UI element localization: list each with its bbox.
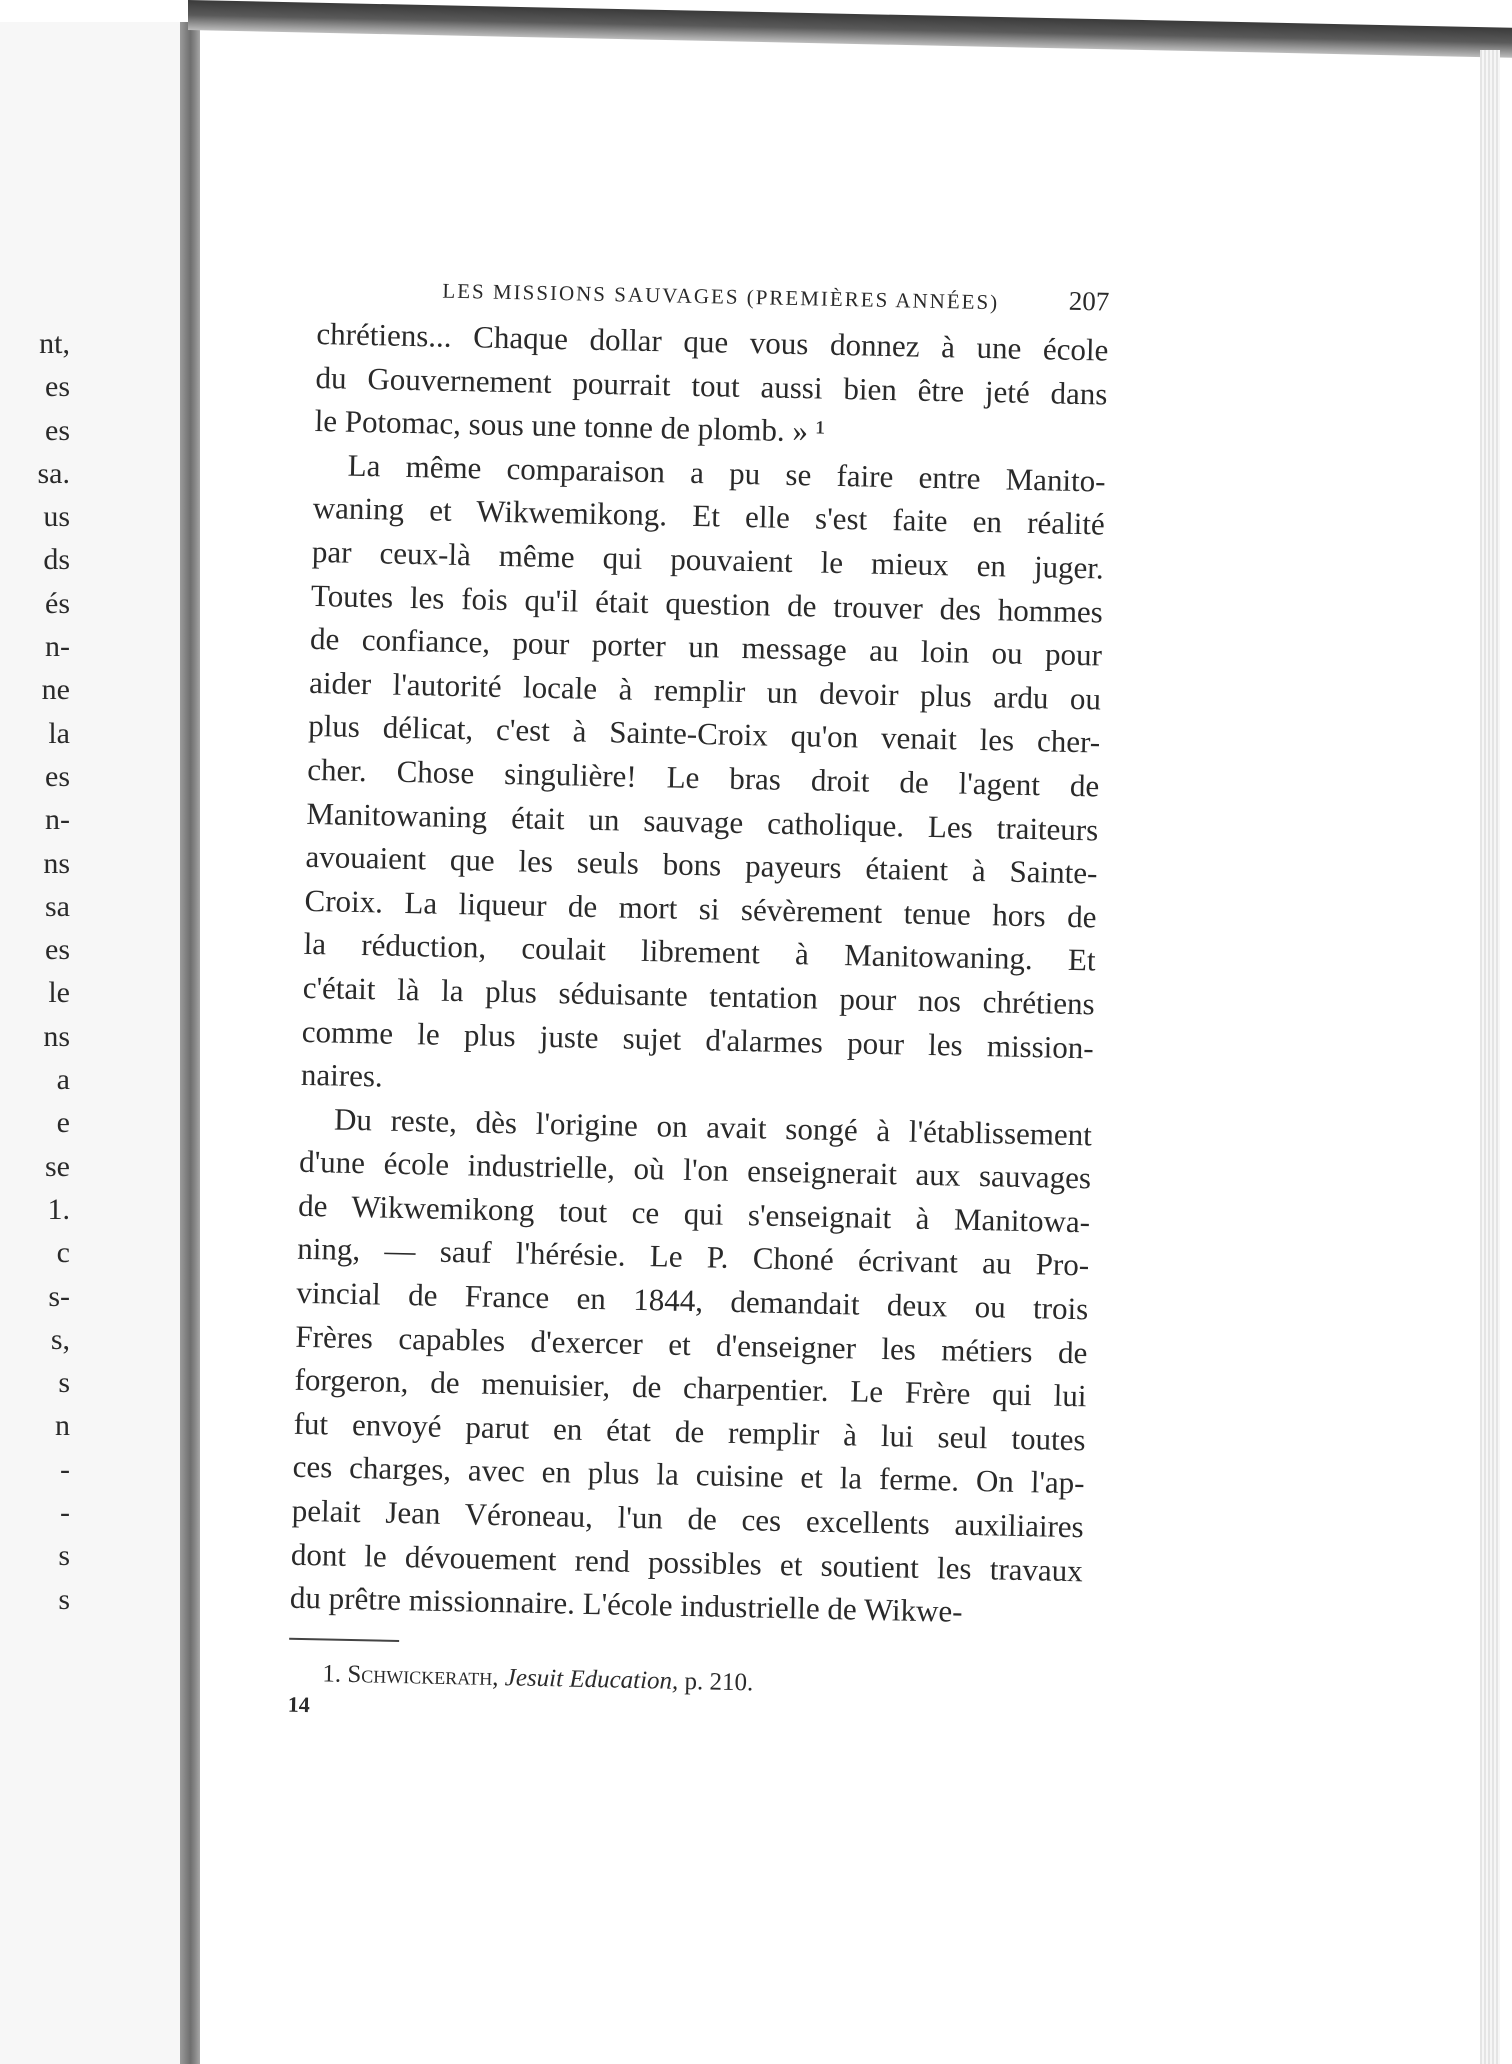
- text-line: de confiance, pour porter un message au loin ou pour: [309, 621, 1103, 673]
- text-line: Du reste, dès l'origine on avait songé à l'établissement: [333, 1101, 1093, 1153]
- text-line: du Gouvernement pourrait tout aussi bien être jeté dans: [315, 359, 1108, 412]
- text-line: dont le dévouement rend possibles et soutient les travaux: [290, 1536, 1084, 1588]
- left-fragment: es: [45, 933, 70, 967]
- left-fragment: ne: [41, 673, 70, 707]
- text-line: avouaient que les seuls bons payeurs étaient à Sainte-: [305, 838, 1098, 891]
- left-fragment: n: [55, 1409, 70, 1443]
- left-page: [0, 22, 188, 2064]
- text-line: La même comparaison a pu se faire entre Manito-: [347, 447, 1106, 499]
- text-line: par ceux-là même qui pouvaient le mieux en juger.: [311, 533, 1105, 586]
- text-line: ning, — sauf l'hérésie. Le P. Choné écrivant au Pro-: [296, 1231, 1090, 1283]
- left-fragment: és: [45, 586, 70, 620]
- left-fragment: 1.: [47, 1192, 70, 1226]
- footnote-title: Jesuit Education,: [504, 1664, 679, 1695]
- left-fragment: sa: [45, 889, 70, 923]
- text-line: pelait Jean Véroneau, l'un de ces excellents auxiliaires: [291, 1492, 1085, 1545]
- left-fragment: se: [45, 1149, 70, 1183]
- text-line: aider l'autorité locale à remplir un devoir plus ardu ou: [308, 664, 1102, 717]
- left-fragment: le: [48, 976, 70, 1010]
- text-line: Croix. La liqueur de mort si sévèrement tenue hors de: [304, 882, 1097, 935]
- left-fragment: la: [48, 716, 70, 750]
- left-fragment: ns: [43, 1019, 70, 1053]
- running-head-title: LES MISSIONS SAUVAGES (PREMIÈRES ANNÉES): [442, 278, 1000, 315]
- text-line: chrétiens... Chaque dollar que vous donnez à une école: [316, 315, 1109, 368]
- text-line: la réduction, coulait librement à Manitowaning. Et: [303, 926, 1096, 978]
- left-fragment: e: [56, 1106, 70, 1140]
- text-line: waning et Wikwemikong. Et elle s'est faite en réalité: [312, 490, 1106, 542]
- text-line: forgeron, de menuisier, de charpentier. Le Frère qui lui: [294, 1362, 1087, 1414]
- text-line: le Potomac, sous une tonne de plomb. » ¹: [314, 403, 826, 449]
- left-fragment: es: [45, 413, 70, 447]
- left-fragment: s,: [50, 1322, 70, 1356]
- left-fragment: c: [56, 1236, 70, 1270]
- left-fragment: s: [58, 1539, 70, 1573]
- left-fragment: ds: [43, 543, 70, 577]
- page-text-block: [288, 262, 1110, 1734]
- page-number: 207: [1068, 285, 1110, 317]
- text-line: cher. Chose singulière! Le bras droit de l'agent de: [307, 751, 1100, 804]
- left-fragment: es: [45, 759, 70, 793]
- left-fragment: us: [43, 500, 70, 534]
- left-fragment: -: [60, 1452, 70, 1486]
- left-fragment: ns: [43, 846, 70, 880]
- left-fragment: s: [58, 1366, 70, 1400]
- text-line: vincial de France en 1844, demandait deux ou trois: [296, 1274, 1089, 1327]
- text-line: Toutes les fois qu'il était question de trouver des hommes: [310, 577, 1104, 630]
- footnote-number: 1.: [322, 1660, 342, 1688]
- footnote-rule: [289, 1638, 399, 1642]
- left-fragment: nt,: [39, 327, 70, 360]
- text-line: de Wikwemikong tout ce qui s'enseignait à Manitowa-: [297, 1187, 1091, 1240]
- text-line: Manitowaning était un sauvage catholique. Les traiteurs: [306, 795, 1099, 847]
- text-line: comme le plus juste sujet d'alarmes pour les mission-: [301, 1013, 1095, 1065]
- text-line: c'était là la plus séduisante tentation pour nos chrétiens: [302, 969, 1096, 1022]
- body-text: [290, 312, 1109, 1636]
- text-line: du prêtre missionnaire. L'école industrielle de Wikwe-: [289, 1579, 963, 1630]
- left-fragment: es: [45, 370, 70, 404]
- text-line: plus délicat, c'est à Sainte-Croix qu'on venait les cher-: [307, 708, 1101, 760]
- footnote-author: Schwickerath,: [347, 1660, 499, 1691]
- text-line: ces charges, avec en plus la cuisine et la ferme. On l'ap-: [292, 1449, 1085, 1501]
- left-page-text-fragments: [0, 322, 70, 1621]
- page-edge-stack: [1480, 50, 1500, 2064]
- left-fragment: sa.: [37, 456, 70, 490]
- left-fragment: s-: [48, 1279, 70, 1313]
- left-fragment: a: [56, 1063, 70, 1097]
- text-line: Frères capables d'exercer et d'enseigner les métiers de: [295, 1318, 1088, 1371]
- text-line: fut envoyé parut en état de remplir à lui seul toutes: [293, 1405, 1086, 1458]
- text-line: naires.: [300, 1056, 384, 1094]
- left-fragment: n-: [45, 803, 70, 837]
- text-line: d'une école industrielle, où l'on enseignerait aux sauvages: [298, 1144, 1092, 1196]
- left-fragment: n-: [45, 630, 70, 664]
- left-fragment: -: [60, 1496, 70, 1530]
- signature-mark: 14: [287, 1691, 311, 1717]
- left-fragment: s: [58, 1582, 70, 1616]
- footnote-page: p. 210.: [684, 1667, 754, 1697]
